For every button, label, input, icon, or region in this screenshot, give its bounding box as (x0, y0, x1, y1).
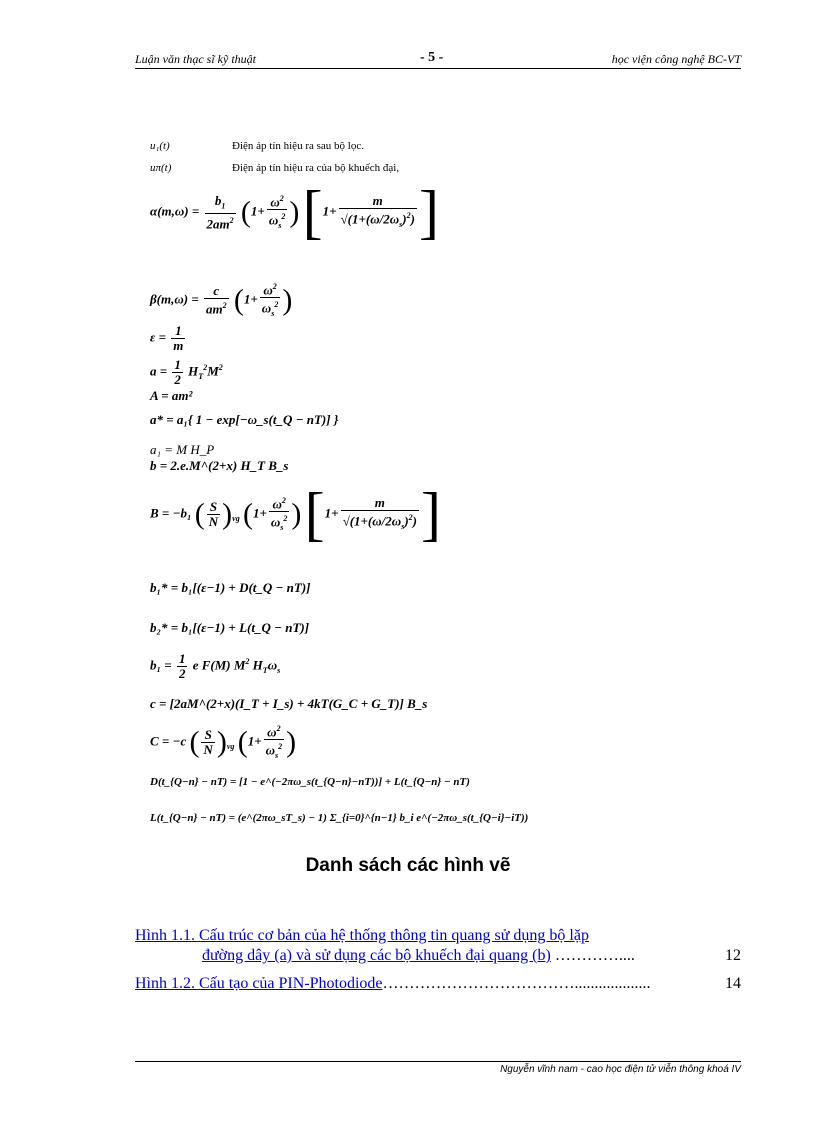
toc-link[interactable]: Hình 1.1. Cấu trúc cơ bản của hệ thống thông tin quang sử dụng bộ lặp (135, 927, 589, 944)
equation-a: a = $\frac{1}{2}$ $H_T^2M^2$ (150, 357, 223, 387)
equation-beta-lhs: β(m,ω) = (150, 291, 199, 307)
definition-symbol: u₁(t) (150, 140, 170, 152)
definition-text: Điện áp tín hiệu ra sau bộ lọc. (232, 140, 364, 152)
equation-a1: a₁ = M H_P (150, 442, 215, 457)
toc-entry[interactable] (135, 974, 741, 994)
equation-b: b = 2.e.M^(2+x) H_T B_s (150, 458, 289, 473)
equation-alpha-lhs: α(m,ω) = (150, 203, 200, 219)
equation-epsilon-lhs: ε = (150, 329, 166, 345)
definition-symbol: uπ(t) (150, 162, 172, 174)
equation-B-lhs: B = −b₁ (150, 505, 192, 521)
toc-link-continued[interactable]: đường dây (a) và sử dụng các bộ khuếch đại quang (b) (202, 947, 551, 964)
definition-text: Điện áp tín hiệu ra của bộ khuếch đại, (232, 162, 400, 174)
equation-a-star: a* = a₁{ 1 − exp[−ω_s(t_Q − nT)] } (150, 412, 339, 427)
equation-b1-star: b₁* = b₁[(ε−1) + D(t_Q − nT)] (150, 580, 311, 595)
equation-beta: β(m,ω) = $\frac{c}{am^2}$ (1+ $\frac{\omega^2}{\omega_s^2}$ ) (150, 282, 293, 319)
equation-L: L(t_{Q−n} − nT) = (e^(2πω_sT_s) − 1) Σ_{i=0}^{n−1} b_i e^(−2πω_s(t_{Q−i}−iT)) (150, 812, 529, 824)
equation-C: C = −c ( $\frac{S}{N}$ )$_{vg}$ (1+ $\frac{\omega^2}{\omega_s^2}$ ) (150, 724, 297, 761)
definition-row (150, 162, 399, 174)
toc-leader: ………………………………................... (382, 975, 651, 992)
equation-A: A = am² (150, 388, 193, 403)
equation-D: D(t_{Q−n} − nT) = [1 − e^(−2πω_s(t_{Q−n}−nT))] + L(t_{Q−n} − nT) (150, 776, 470, 788)
equation-b1: b₁ = $\frac{1}{2}$ e F(M) $M^2$ $H_T\omega_s$ (150, 651, 281, 681)
toc-entry[interactable] (135, 926, 741, 966)
equation-alpha: α(m,ω) = $\frac{b_1}{2am^2}$ (1+ $\frac{\omega^2}{\omega_s^2}$ ) [1+ $\frac{m}{√(1+(\omega/2\omega_s)^2)}$ ] (150, 179, 439, 245)
toc-link[interactable]: Hình 1.2. Cấu tạo của PIN-Photodiode (135, 975, 383, 992)
page-header (135, 52, 741, 68)
equation-C-lhs: C = −c (150, 733, 187, 749)
page-footer: Nguyễn vĩnh nam - cao học điện tử viễn thông khoá IV (500, 1064, 741, 1075)
equation-c: c = [2aM^(2+x)(I_T + I_s) + 4kT(G_C + G_T)] B_s (150, 696, 428, 711)
header-rule (135, 68, 741, 69)
toc-leader: ………….... (554, 947, 635, 964)
toc-page-number: 12 (725, 947, 741, 964)
header-right: học viện công nghệ BC-VT (611, 52, 741, 66)
equation-epsilon: ε = $\frac{1}{m}$ (150, 323, 184, 353)
equation-a-lhs: a = (150, 363, 168, 379)
toc-page-number: 14 (725, 975, 741, 992)
equation-B: B = −b₁ ( $\frac{S}{N}$ )$_{vg}$ (1+ $\frac{\omega^2}{\omega_s^2}$ ) [1+ $\frac{m}{√(1+(\omega/2\omega_s)^2)}$ ] (150, 481, 441, 547)
definition-row (150, 140, 364, 152)
footer-rule (135, 1061, 741, 1062)
equation-b1-lhs: b₁ = (150, 657, 172, 673)
page-number: - 5 - (420, 50, 444, 65)
section-title: Danh sách các hình vẽ (305, 855, 511, 876)
header-left: Luận văn thạc sĩ kỹ thuật (135, 52, 256, 66)
equation-b2-star: b₂* = b₁[(ε−1) + L(t_Q − nT)] (150, 620, 310, 635)
